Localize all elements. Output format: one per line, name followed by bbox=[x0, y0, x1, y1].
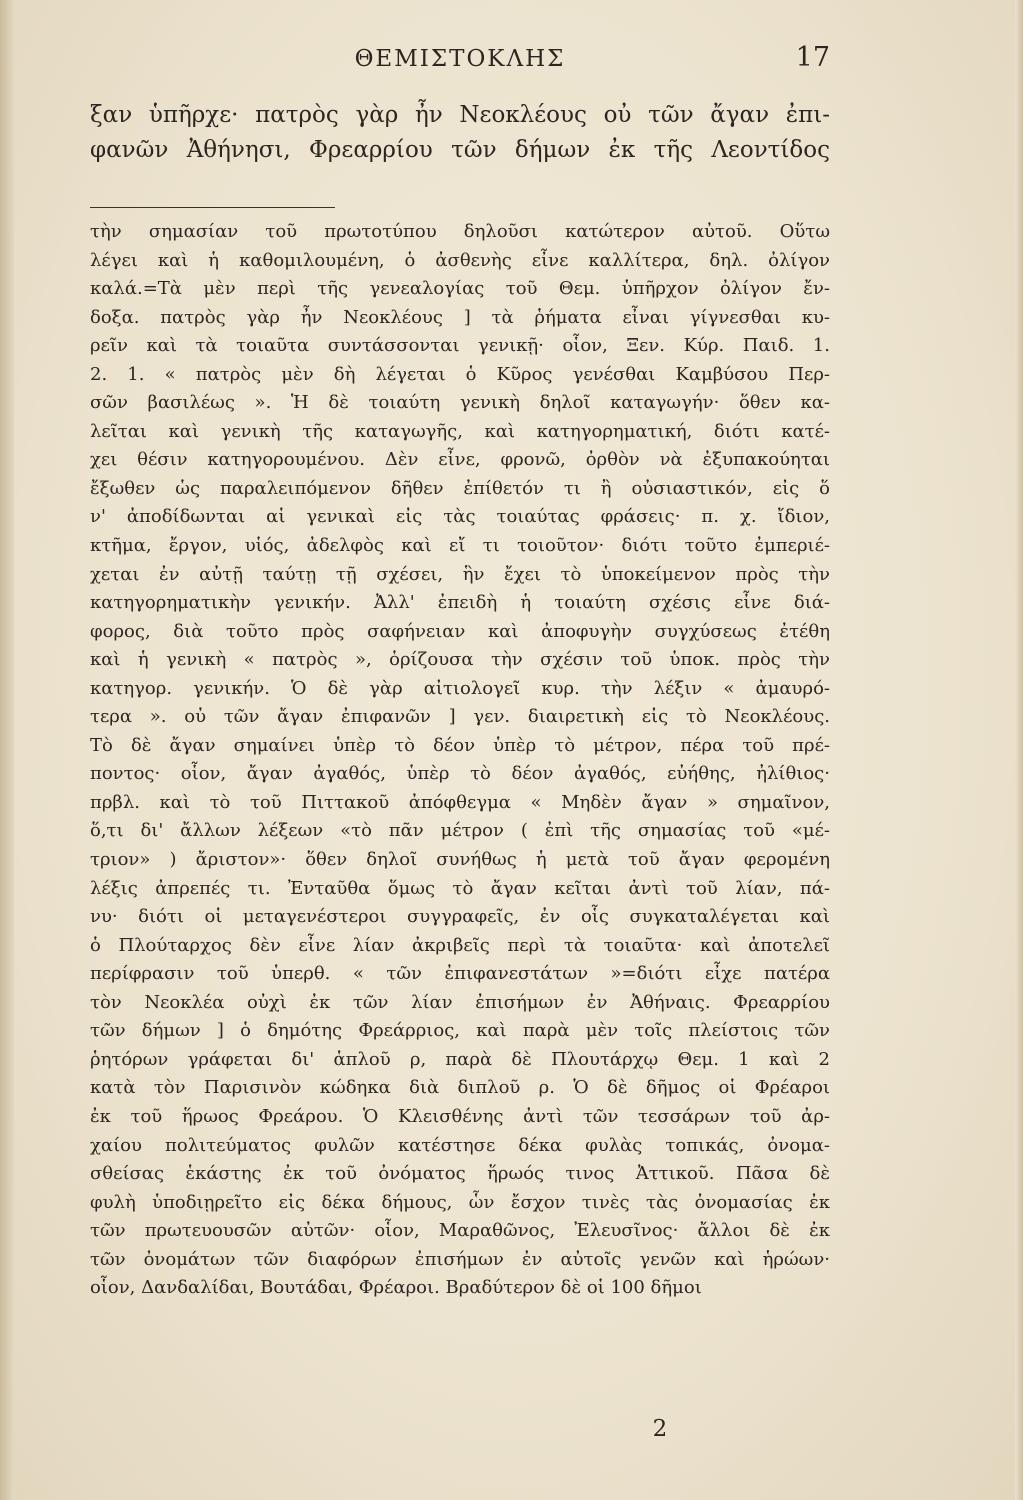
footnote-line: κτῆμα, ἔργον, υἱός, ἀδελφὸς καὶ εἴ τι τοιοῦτον· διότι τοῦτο ἐμπεριέ- bbox=[90, 535, 830, 557]
footnote-line: 2. 1. « πατρὸς μὲν δὴ λέγεται ὁ Κῦρος γενέσθαι Καμβύσου Περ- bbox=[90, 363, 830, 385]
footnote-line: Τὸ δὲ ἄγαν σημαίνει ὑπὲρ τὸ δέον ὑπὲρ τὸ μέτρον, πέρα τοῦ πρέ- bbox=[90, 734, 830, 756]
footnote-line: νυ· διότι οἱ μεταγενέστεροι συγγραφεῖς, ἐν οἷς συγκαταλέγεται καὶ bbox=[90, 906, 830, 928]
main-text-line: φανῶν Ἀθήνησι, Φρεαρρίου τῶν δήμων ἐκ τῆς Λεοντίδος bbox=[90, 137, 830, 163]
footnote-line: δοξα. πατρὸς γὰρ ἦν Νεοκλέους ] τὰ ῥήματα εἶναι γίγνεσθαι κυ- bbox=[90, 306, 830, 328]
footnote-line: ν' ἀποδίδωνται αἱ γενικαὶ εἰς τὰς τοιαύτας φράσεις· π. χ. ἴδιον, bbox=[90, 506, 830, 528]
footnote-line: ὁ Πλούταρχος δὲν εἶνε λίαν ἀκριβεῖς περὶ τὰ τοιαῦτα· καὶ ἀποτελεῖ bbox=[90, 934, 830, 956]
footnote-line: τερα ». οὐ τῶν ἄγαν ἐπιφανῶν ] γεν. διαιρετικὴ εἰς τὸ Νεοκλέους. bbox=[90, 706, 830, 728]
footnote-line: καὶ ἡ γενικὴ « πατρὸς », ὁρίζουσα τὴν σχέσιν τοῦ ὑποκ. πρὸς τὴν bbox=[90, 649, 830, 671]
footnote-line: τῶν ὀνομάτων τῶν διαφόρων ἐπισήμων ἐν αὐτοῖς γενῶν καὶ ἡρώων· bbox=[90, 1248, 830, 1270]
footnote-line: ῥητόρων γράφεται δι' ἁπλοῦ ρ, παρὰ δὲ Πλουτάρχῳ Θεμ. 1 καὶ 2 bbox=[90, 1048, 830, 1070]
footnote-line: χεται ἐν αὐτῇ ταύτῃ τῇ σχέσει, ἣν ἔχει τὸ ὑποκείμενον πρὸς τὴν bbox=[90, 563, 830, 585]
footnote-separator-rule bbox=[90, 207, 335, 208]
main-text-block bbox=[90, 98, 830, 168]
footnote-line: τῶν δήμων ] ὁ δημότης Φρεάρριος, καὶ παρὰ μὲν τοῖς πλείστοις τῶν bbox=[90, 1020, 830, 1042]
page-number: 17 bbox=[795, 42, 830, 73]
footnote-line: ἔξωθεν ὡς παραλειπόμενον δῆθεν ἐπίθετόν τι ἢ οὐσιαστικόν, εἰς ὅ bbox=[90, 477, 830, 499]
footnote-line: κατηγορηματικὴν γενικήν. Ἀλλ' ἐπειδὴ ἡ τοιαύτη σχέσις εἶνε διά- bbox=[90, 592, 830, 614]
footnote-line: ρεῖν καὶ τὰ τοιαῦτα συντάσσονται γενικῇ· οἷον, Ξεν. Κύρ. Παιδ. 1. bbox=[90, 335, 830, 357]
footnote-line: φορος, διὰ τοῦτο πρὸς σαφήνειαν καὶ ἀποφυγὴν συγχύσεως ἐτέθη bbox=[90, 620, 830, 642]
page-gutter-shadow bbox=[0, 0, 14, 1500]
footnote-line: ὅ,τι δι' ἄλλων λέξεων «τὸ πᾶν μέτρον ( ἐπὶ τῆς σημασίας τοῦ «μέ- bbox=[90, 820, 830, 842]
footnote-line: σθείσας ἑκάστης ἐκ τοῦ ὀνόματος ἥρωός τινος Ἀττικοῦ. Πᾶσα δὲ bbox=[90, 1163, 830, 1185]
footnote-line: φυλὴ ὑποδιῃρεῖτο εἰς δέκα δήμους, ὧν ἔσχον τινὲς τὰς ὀνομασίας ἐκ bbox=[90, 1191, 830, 1213]
page-header bbox=[90, 44, 830, 84]
main-text-line: ξαν ὑπῆρχε· πατρὸς γὰρ ἦν Νεοκλέους οὐ τῶν ἄγαν ἐπι- bbox=[90, 102, 830, 128]
footnote-line: πρβλ. καὶ τὸ τοῦ Πιττακοῦ ἀπόφθεγμα « Μηδὲν ἄγαν » σημαῖνον, bbox=[90, 791, 830, 813]
footnote-line: περίφρασιν τοῦ ὑπερθ. « τῶν ἐπιφανεστάτων »=διότι εἶχε πατέρα bbox=[90, 963, 830, 985]
footnote-line: κατὰ τὸν Παρισινὸν κώδηκα διὰ διπλοῦ ρ. Ὁ δὲ δῆμος οἱ Φρέαροι bbox=[90, 1077, 830, 1099]
footnote-line: ποντος· οἷον, ἄγαν ἀγαθός, ὑπὲρ τὸ δέον ἀγαθός, εὐήθης, ἠλίθιος· bbox=[90, 763, 830, 785]
footnote-line: χαίου πολιτεύματος φυλῶν κατέστησε δέκα φυλὰς τοπικάς, ὀνομα- bbox=[90, 1134, 830, 1156]
footnote-line: οἷον, Δανδαλίδαι, Βουτάδαι, Φρέαροι. Βραδύτερον δὲ οἱ 100 δῆμοι bbox=[90, 1277, 702, 1299]
footnote-line: τῶν πρωτευουσῶν αὐτῶν· οἷον, Μαραθῶνος, Ἐλευσῖνος· ἄλλοι δὲ ἐκ bbox=[90, 1220, 830, 1242]
footnotes-block bbox=[90, 218, 830, 1303]
footnote-line: λέγει καὶ ἡ καθομιλουμένη, ὁ ἀσθενὴς εἶνε καλλίτερα, δηλ. ὀλίγον bbox=[90, 249, 830, 271]
footnote-line: σῶν βασιλέως ». Ἡ δὲ τοιαύτη γενικὴ δηλοῖ καταγωγήν· ὅθεν κα- bbox=[90, 392, 830, 414]
page-edge-shadow bbox=[1015, 0, 1023, 1500]
footnote-line: κατηγορ. γενικήν. Ὁ δὲ γὰρ αἰτιολογεῖ κυρ. τὴν λέξιν « ἀμαυρό- bbox=[90, 677, 830, 699]
footnote-line: λέξις ἀπρεπές τι. Ἐνταῦθα ὅμως τὸ ἄγαν κεῖται ἀντὶ τοῦ λίαν, πά- bbox=[90, 877, 830, 899]
footnote-line: ἐκ τοῦ ἥρωος Φρεάρου. Ὁ Κλεισθένης ἀντὶ τῶν τεσσάρων τοῦ ἀρ- bbox=[90, 1105, 830, 1127]
footnote-line: τὸν Νεοκλέα οὐχὶ ἐκ τῶν λίαν ἐπισήμων ἐν Ἀθήναις. Φρεαρρίου bbox=[90, 991, 830, 1013]
footnote-line: χει θέσιν κατηγορουμένου. Δὲν εἶνε, φρονῶ, ὀρθὸν νὰ ἐξυπακούηται bbox=[90, 449, 830, 471]
footnote-line: λεῖται καὶ γενικὴ τῆς καταγωγῆς, καὶ κατηγορηματική, διότι κατέ- bbox=[90, 420, 830, 442]
running-title: ΘΕΜΙΣΤΟΚΛΗΣ bbox=[354, 46, 566, 72]
footnote-line: τριον» ) ἄριστον»· ὅθεν δηλοῖ συνήθως ἡ μετὰ τοῦ ἄγαν φερομένη bbox=[90, 849, 830, 871]
footnote-line: τὴν σημασίαν τοῦ πρωτοτύπου δηλοῦσι κατώτερον αὐτοῦ. Οὕτω bbox=[90, 221, 830, 242]
footnote-line: καλά.=Τὰ μὲν περὶ τῆς γενεαλογίας τοῦ Θεμ. ὑπῆρχον ὀλίγον ἔν- bbox=[90, 278, 830, 300]
signature-mark: 2 bbox=[652, 1416, 668, 1442]
